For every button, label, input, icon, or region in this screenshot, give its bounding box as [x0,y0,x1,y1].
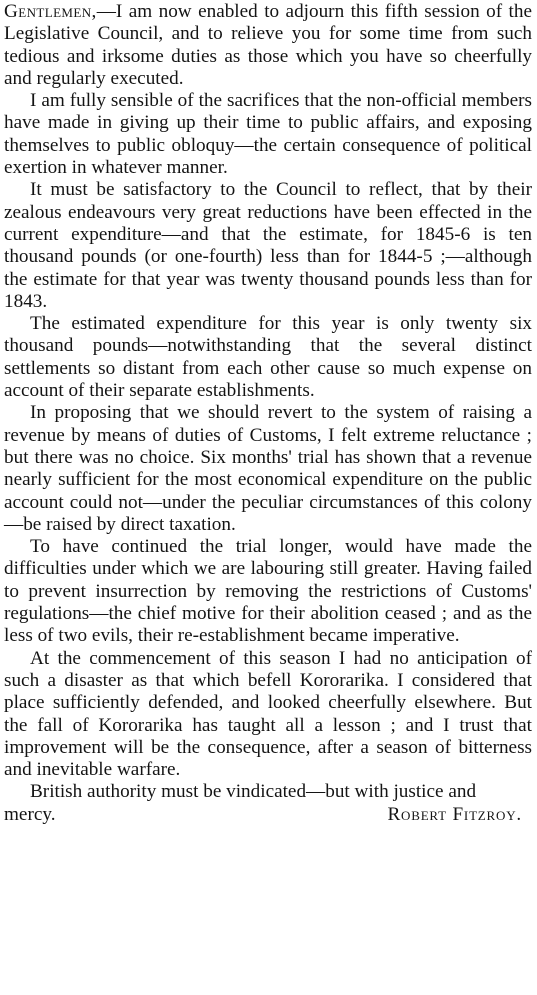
paragraph-1-text: —I am now enabled to adjourn this fifth session of the Legislative Council, and to relieve you for some time from such tedious and irksome duties as those which you have so cheerfully and regularly executed. [4,1,532,89]
paragraph-3: It must be satisfactory to the Council to reflect, that by their zealous endeavours very great reductions have been effected in the current expenditure—and that the estimate, for 1845-6 is ten thousand pounds (or one-fourth) less than for 1844-5 ;—although the estimate for that year was twenty thousand pounds less than for 1843. [4,179,532,312]
paragraph-2: I am fully sensible of the sacrifices that the non-official members have made in giving up their time to public affairs, and exposing themselves to public obloquy—the certain consequence of political exertion in whatever manner. [4,90,532,179]
salutation: Gentlemen, [4,1,97,22]
speech-document [4,1,532,826]
paragraph-7: At the commencement of this season I had no anticipation of such a disaster as that which befell Kororarika. I considered that place sufficiently defended, and looked cheerfully elsewhere. But the fall of Kororarika has taught all a lesson ; and I trust that improvement will be the consequence, after a season of bitterness and inevitable warfare. [4,647,532,781]
closing-paragraph [4,781,532,826]
paragraph-5: In proposing that we should revert to the system of raising a revenue by means of duties of Customs, I felt extreme reluctance ; but there was no choice. Six months' trial has shown that a revenue nearly sufficient for the most economical expenditure on the public account could not—under the peculiar circumstances of this colony—be raised by direct taxation. [4,402,532,535]
paragraph-6: To have continued the trial longer, would have made the difficulties under which we are labouring still greater. Having failed to prevent insurrection by removing the restrictions of Customs' regulations—the chief motive for their abolition ceased ; and as the less of two evils, their re-establishment became imperative. [4,536,532,647]
closing-text: British authority must be vindicated—but with justice and mercy. [4,781,477,825]
paragraph-1 [4,1,532,90]
paragraph-4: The estimated expenditure for this year is only twenty six thousand pounds—notwithstanding that the several distinct settlements so distant from each other cause so much expense on account of their separate establishments. [4,313,532,402]
signature: Robert Fitzroy. [387,803,522,825]
